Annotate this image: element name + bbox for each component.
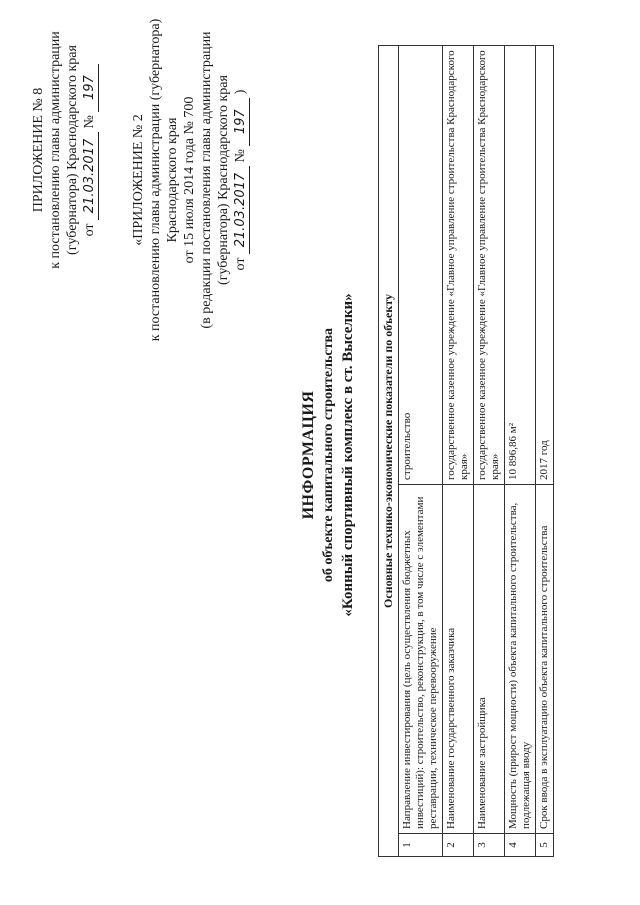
- indicators-table: [378, 45, 554, 857]
- date-prefix: от: [82, 223, 97, 237]
- row-value: государственное казенное учреждение «Главное управление строительства Краснодарского края»: [443, 46, 474, 485]
- prior-title: «ПРИЛОЖЕНИЕ № 2: [131, 114, 146, 246]
- row-number: 1: [399, 834, 443, 857]
- title-main: ИНФОРМАЦИЯ: [300, 390, 317, 520]
- title-object: «Конный спортивный комплекс в ст. Выселки»: [340, 293, 356, 617]
- number-prefix: №: [233, 149, 248, 163]
- prior-number: 197: [232, 98, 250, 146]
- row-value: государственное казенное учреждение «Главное управление строительства Краснодарского края»: [474, 46, 505, 485]
- row-number: 2: [443, 834, 474, 857]
- appendix-header: [30, 5, 99, 295]
- prior-line2: Краснодарского края: [165, 117, 180, 243]
- prior-date-line: [232, 0, 250, 360]
- document-title: [300, 155, 357, 755]
- row-name: Наименование застройщика: [474, 485, 505, 834]
- title-sub: об объекте капитального строительства: [321, 327, 336, 583]
- prior-line1: к постановлению главы администрации (губернатора): [148, 18, 163, 342]
- closing-paren: ): [233, 89, 248, 95]
- row-name: Наименование государственного заказчика: [443, 485, 474, 834]
- table-row: [443, 46, 474, 857]
- prior-date: 21.03.2017: [232, 166, 250, 254]
- appendix-line1: к постановлению главы администрации: [48, 31, 63, 269]
- table-row: [399, 46, 443, 857]
- row-value: 2017 год: [536, 46, 554, 485]
- table-row: [474, 46, 505, 857]
- row-value: строительство: [399, 46, 443, 485]
- prior-line4: (в редакции постановления главы администрации: [199, 31, 214, 329]
- row-name: Мощность (прирост мощности) объекта капитального строительства, подлежащая вводу: [505, 485, 536, 834]
- appendix-date: 21.03.2017: [81, 132, 99, 220]
- appendix-number: 197: [81, 64, 99, 112]
- table-header: Основные технико-экономические показатели по объекту: [379, 46, 399, 857]
- table-row: [536, 46, 554, 857]
- prior-appendix-header: [130, 0, 250, 360]
- prior-line3: от 15 июля 2014 года № 700: [182, 96, 197, 264]
- row-number: 5: [536, 834, 554, 857]
- row-number: 3: [474, 834, 505, 857]
- row-name: Срок ввода в эксплуатацию объекта капитального строительства: [536, 485, 554, 834]
- row-name: Направление инвестирования (цель осуществления бюджетных инвестиций): строительство, реконструкция, в том числе с элементами реставрации, техническое перевооружение: [399, 485, 443, 834]
- row-value: 10 896,86 м²: [505, 46, 536, 485]
- appendix-line2: (губернатора) Краснодарского края: [65, 45, 80, 255]
- date-prefix: от: [233, 257, 248, 271]
- row-number: 4: [505, 834, 536, 857]
- number-prefix: №: [82, 115, 97, 129]
- table-row: [505, 46, 536, 857]
- prior-line5: (губернатора) Краснодарского края: [216, 75, 231, 285]
- appendix-title: ПРИЛОЖЕНИЕ № 8: [31, 87, 46, 213]
- appendix-date-line: [81, 5, 99, 295]
- table-header-row: [379, 46, 399, 857]
